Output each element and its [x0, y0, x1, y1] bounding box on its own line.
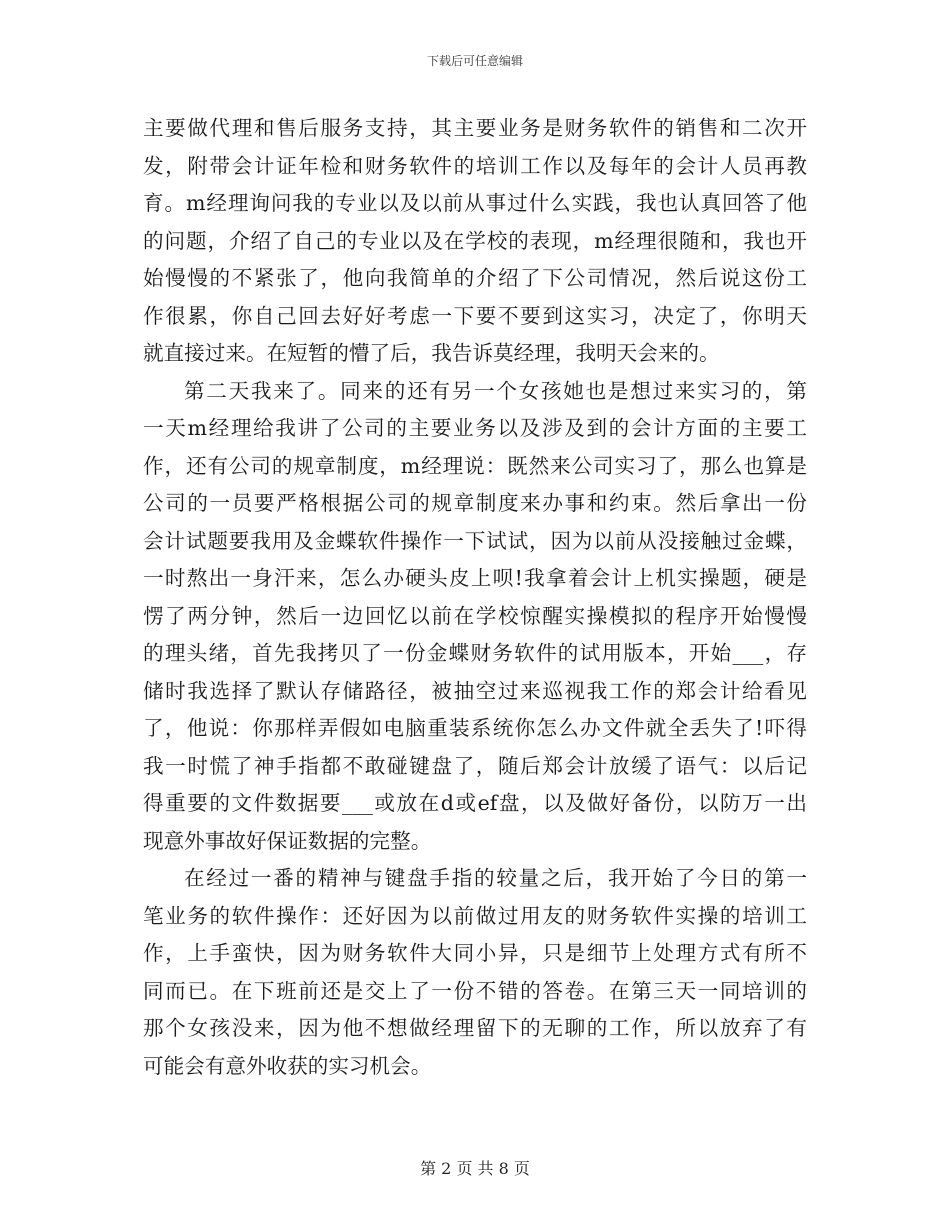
text-line: 始慢慢的不紧张了，他向我简单的介绍了下公司情况，然后说这份工 [143, 266, 807, 290]
text-line: 作，还有公司的规章制度，m经理说：既然来公司实习了，那么也算是 [143, 453, 807, 478]
text-line: 现意外事故好保证数据的完整。 [143, 828, 432, 853]
text-line: 作，上手蛮快，因为财务软件大同小异，只是细节上处理方式有所不 [143, 941, 807, 965]
text-line: 我一时慌了神手指都不敢碰键盘了，随后郑会计放缓了语气：以后记 [143, 753, 807, 778]
text-line: 愣了两分钟，然后一边回忆以前在学校惊醒实操模拟的程序开始慢慢 [143, 603, 807, 628]
text-line: 在经过一番的精神与键盘手指的较量之后，我开始了今日的第一 [184, 866, 807, 890]
text-line: 的问题，介绍了自己的专业以及在学校的表现，m经理很随和，我也开 [143, 228, 807, 253]
text-line: 发，附带会计证年检和财务软件的培训工作以及每年的会计人员再教 [143, 153, 807, 178]
text-line: 一天m经理给我讲了公司的主要业务以及涉及到的会计方面的主要工 [143, 416, 807, 440]
text-line: 的理头绪，首先我拷贝了一份金蝶财务软件的试用版本，开始___，存 [143, 641, 807, 665]
text-line: 作很累，你自己回去好好考虑一下要不要到这实习，决定了，你明天 [143, 303, 807, 328]
text-line: 可能会有意外收获的实习机会。 [143, 1053, 432, 1078]
text-line: 公司的一员要严格根据公司的规章制度来办事和约束。然后拿出一份 [143, 491, 807, 515]
text-line: 了，他说：你那样弄假如电脑重装系统你怎么办文件就全丢失了!吓得 [143, 716, 807, 740]
text-line: 会计试题要我用及金蝶软件操作一下试试，因为以前从没接触过金蝶， [143, 528, 807, 553]
text-line: 笔业务的软件操作：还好因为以前做过用友的财务软件实操的培训工 [143, 903, 807, 928]
page-header: 下载后可任意编辑 [426, 54, 523, 68]
text-line: 第二天我来了。同来的还有另一个女孩她也是想过来实习的，第 [184, 378, 807, 403]
page-number: 第 2 页 共 8 页 [420, 1159, 530, 1178]
document-body [143, 110, 807, 1085]
text-line: 育。m经理询问我的专业以及以前从事过什么实践，我也认真回答了他 [143, 191, 807, 215]
text-line: 得重要的文件数据要___或放在d或ef盘，以及做好备份，以防万一出 [143, 791, 807, 815]
text-line: 那个女孩没来，因为他不想做经理留下的无聊的工作，所以放弃了有 [143, 1016, 807, 1040]
text-line: 储时我选择了默认存储路径，被抽空过来巡视我工作的郑会计给看见 [143, 678, 807, 703]
text-line: 一时熬出一身汗来，怎么办硬头皮上呗!我拿着会计上机实操题，硬是 [143, 566, 807, 590]
text-line: 主要做代理和售后服务支持，其主要业务是财务软件的销售和二次开 [143, 116, 807, 140]
text-line: 就直接过来。在短暂的懵了后，我告诉莫经理，我明天会来的。 [143, 341, 720, 365]
text-line: 同而已。在下班前还是交上了一份不错的答卷。在第三天一同培训的 [143, 978, 807, 1003]
